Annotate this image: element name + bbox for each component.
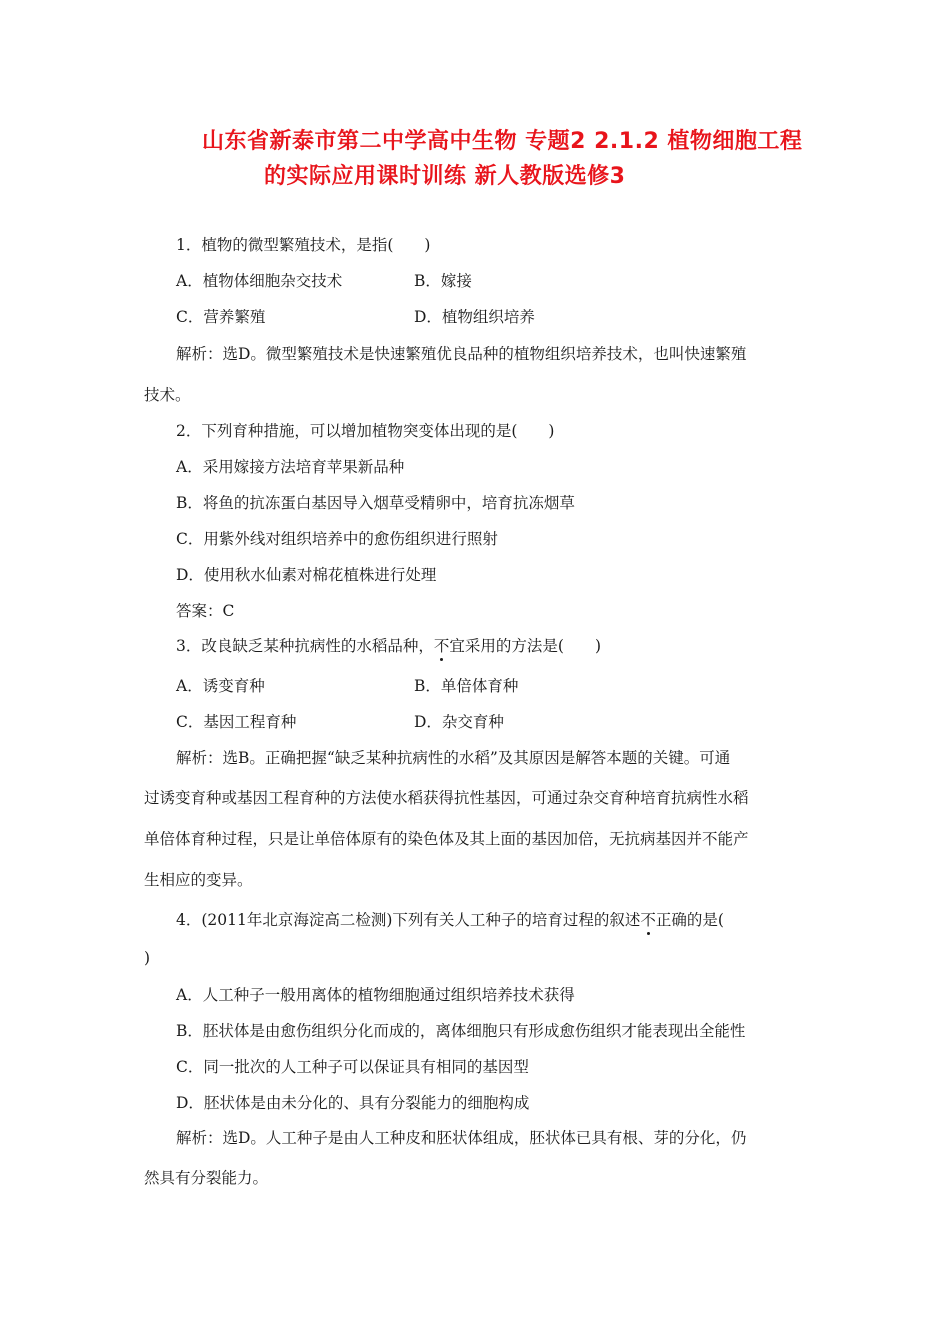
question-4-option-a: A．人工种子一般用离体的植物细胞通过组织培养技术获得 <box>176 986 575 1004</box>
question-1-explanation-line-2: 技术。 <box>144 386 191 404</box>
question-3-stem-prefix: 3．改良缺乏某种抗病性的水稻品种， <box>176 637 434 655</box>
document-title-line-2: 的实际应用课时训练 新人教版选修3 <box>264 164 626 189</box>
question-3-options-row-2 <box>176 712 776 732</box>
question-1-stem: 1．植物的微型繁殖技术，是指( ) <box>176 236 431 254</box>
question-1-explanation-line-1: 解析：选D。微型繁殖技术是快速繁殖优良品种的植物组织培养技术，也叫快速繁殖 <box>176 345 747 363</box>
question-3-explanation-line-2: 过诱变育种或基因工程育种的方法使水稻获得抗性基因，可通过杂交育种培育抗病性水稻 <box>144 789 749 807</box>
question-2-option-d: D．使用秋水仙素对棉花植株进行处理 <box>176 566 437 584</box>
question-3-explanation-line-1: 解析：选B。正确把握“缺乏某种抗病性的水稻”及其原因是解答本题的关键。可通 <box>176 749 731 767</box>
question-4-option-b: B．胚状体是由愈伤组织分化而成的，离体细胞只有形成愈伤组织才能表现出全能性 <box>176 1022 746 1040</box>
question-2-option-b: B．将鱼的抗冻蛋白基因导入烟草受精卵中，培育抗冻烟草 <box>176 494 575 512</box>
question-4-option-d: D．胚状体是由未分化的、具有分裂能力的细胞构成 <box>176 1094 530 1112</box>
question-1-option-d: D．植物组织培养 <box>414 308 535 326</box>
question-3-explanation-line-3: 单倍体育种过程，只是让单倍体原有的染色体及其上面的基因加倍，无抗病基因并不能产 <box>144 830 749 848</box>
question-1-options-row-1 <box>176 271 776 291</box>
question-4-stem <box>176 910 724 930</box>
question-4-option-c: C．同一批次的人工种子可以保证具有相同的基因型 <box>176 1058 529 1076</box>
question-4-emphasis-char: 不 <box>640 911 656 929</box>
question-4-stem-prefix: 4．(2011年北京海淀高二检测)下列有关人工种子的培育过程的叙述 <box>176 911 641 929</box>
question-1-option-b: B．嫁接 <box>414 272 472 290</box>
question-2-stem: 2．下列育种措施，可以增加植物突变体出现的是( ) <box>176 422 555 440</box>
question-3-stem <box>176 636 601 656</box>
question-2-answer: 答案：C <box>176 602 235 620</box>
question-3-option-b: B．单倍体育种 <box>414 677 519 695</box>
question-2-option-c: C．用紫外线对组织培养中的愈伤组织进行照射 <box>176 530 498 548</box>
question-3-options-row-1 <box>176 676 776 696</box>
question-1-option-c: C．营养繁殖 <box>176 308 266 326</box>
question-4-stem-suffix: 正确的是( <box>655 911 724 929</box>
question-3-stem-suffix: 宜采用的方法是( ) <box>449 637 601 655</box>
question-4-explanation-line-2: 然具有分裂能力。 <box>144 1169 269 1187</box>
question-2-option-a: A．采用嫁接方法培育苹果新品种 <box>176 458 405 476</box>
question-3-option-d: D．杂交育种 <box>414 713 504 731</box>
document-title-line-1: 山东省新泰市第二中学高中生物 专题2 2.1.2 植物细胞工程 <box>202 129 803 154</box>
question-3-emphasis-char: 不 <box>433 637 450 655</box>
question-4-explanation-line-1: 解析：选D。人工种子是由人工种皮和胚状体组成，胚状体已具有根、芽的分化，仍 <box>176 1129 747 1147</box>
question-4-stem-line-2: ) <box>144 949 151 967</box>
question-3-explanation-line-4: 生相应的变异。 <box>144 871 253 889</box>
question-3-option-c: C．基因工程育种 <box>176 713 297 731</box>
question-1-options-row-2 <box>176 307 776 327</box>
question-3-option-a: A．诱变育种 <box>176 677 265 695</box>
question-1-option-a: A．植物体细胞杂交技术 <box>176 272 343 290</box>
